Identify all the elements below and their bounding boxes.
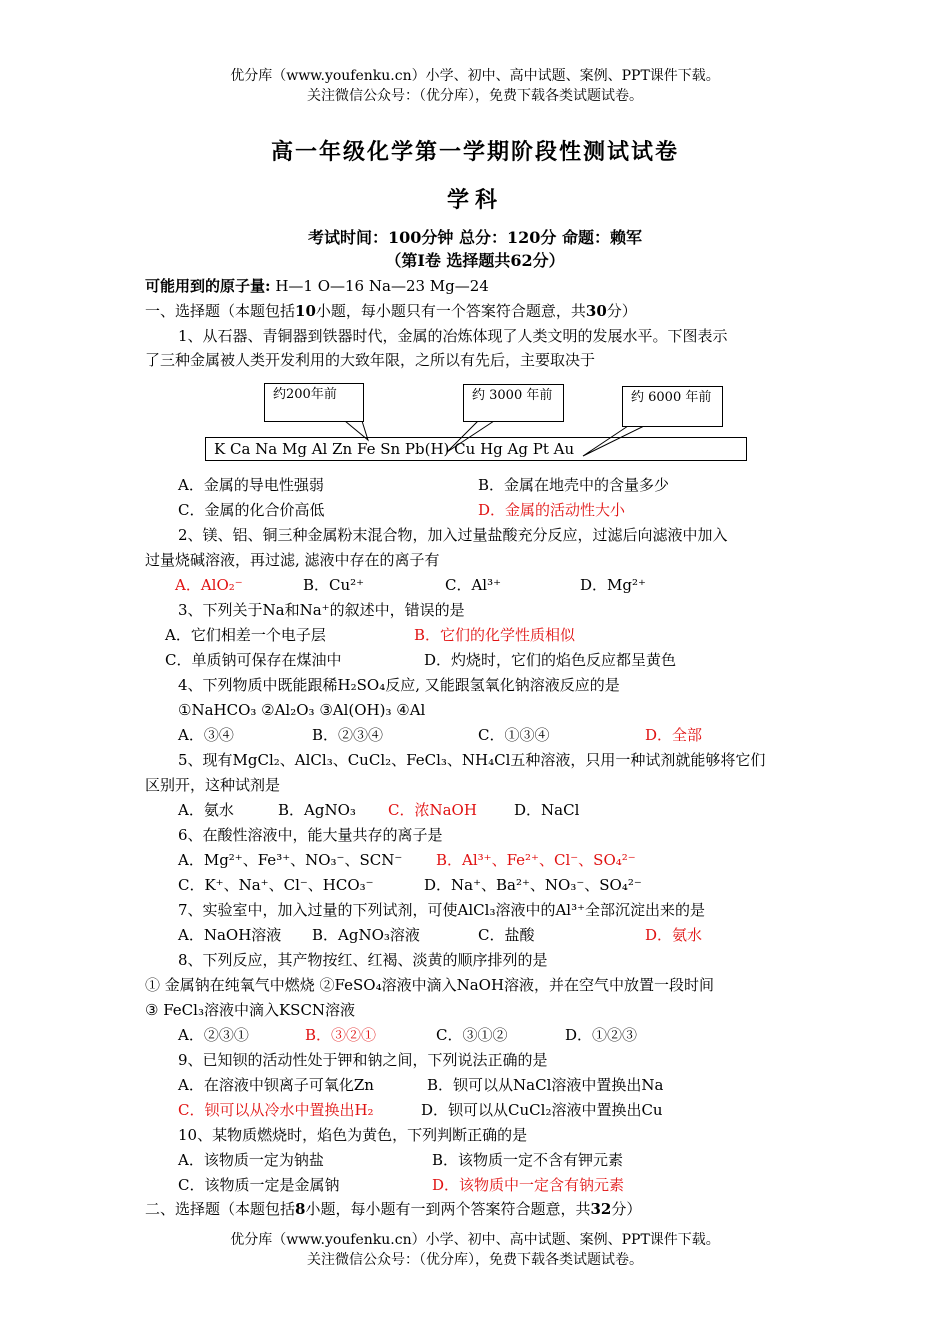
q3-option-b-answer: B．它们的化学性质相似 [414,626,576,644]
q10-stem: 10、某物质燃烧时，焰色为黄色，下列判断正确的是 [178,1126,528,1144]
q9-option-c-answer: C．钡可以从冷水中置换出H₂ [178,1101,374,1119]
q6-option-b-answer: B．Al³⁺、Fe²⁺、Cl⁻、SO₄²⁻ [436,851,636,869]
q4-option-c: C．①③④ [478,726,550,744]
q5-option-b: B．AgNO₃ [278,801,356,819]
q6-stem: 6、在酸性溶液中，能大量共存的离子是 [178,826,443,844]
q5-stem-2: 区别开，这种试剂是 [145,776,281,794]
part1-heading: （第I卷 选择题共62分） [385,251,565,270]
q6-option-d: D．Na⁺、Ba²⁺、NO₃⁻、SO₄²⁻ [424,876,642,894]
q3-option-c: C．单质钠可保存在煤油中 [165,651,342,669]
callout-6000-years: 约 6000 年前 [622,386,723,427]
q9-stem: 9、已知钡的活动性处于钾和钠之间，下列说法正确的是 [178,1051,548,1069]
q4-stem: 4、下列物质中既能跟稀H₂SO₄反应, 又能跟氢氧化钠溶液反应的是 [178,676,620,694]
q1-stem-2: 了三种金属被人类开发利用的大致年限，之所以有先后，主要取决于 [145,351,596,369]
q3-option-d: D．灼烧时，它们的焰色反应都呈黄色 [424,651,677,669]
q4-items: ①NaHCO₃ ②Al₂O₃ ③Al(OH)₃ ④Al [178,701,426,719]
q7-stem: 7、实验室中，加入过量的下列试剂，可使AlCl₃溶液中的Al³⁺全部沉淀出来的是 [178,901,706,919]
q5-stem-1: 5、现有MgCl₂、AlCl₃、CuCl₂、FeCl₃、NH₄Cl五种溶液，只用一种试剂就能够将它们 [178,751,766,769]
q7-option-d-answer: D．氨水 [645,926,703,944]
q10-option-d-answer: D．该物质中一定含有钠元素 [432,1176,625,1194]
q8-option-c: C．③①② [436,1026,508,1044]
q8-option-a: A．②③① [178,1026,249,1044]
q1-option-c: C．金属的化合价高低 [178,501,325,519]
q2-stem-1: 2、镁、铝、铜三种金属粉末混合物，加入过量盐酸充分反应，过滤后向滤液中加入 [178,526,728,544]
q5-option-a: A．氨水 [178,801,234,819]
q1-option-d-answer: D．金属的活动性大小 [478,501,626,519]
q8-item-line-1: ① 金属钠在纯氧气中燃烧 ②FeSO₄溶液中滴入NaOH溶液，并在空气中放置一段时间 [145,976,715,994]
q8-option-d: D．①②③ [565,1026,638,1044]
footer-line-2: 关注微信公众号：（优分库），免费下载各类试题试卷。 [307,1252,643,1268]
section1-heading: 一、选择题（本题包括10小题，每小题只有一个答案符合题意，共30分） [145,302,637,320]
header-line-1: 优分库（www.youfenku.cn）小学、初中、高中试题、案例、PPT课件下载。 [230,68,720,84]
metal-activity-series: K Ca Na Mg Al Zn Fe Sn Pb(H) Cu Hg Ag Pt Au [205,437,747,461]
q7-option-c: C．盐酸 [478,926,535,944]
subject-title: 学科 [446,187,503,213]
q10-option-a: A．该物质一定为钠盐 [178,1151,324,1169]
q7-option-a: A．NaOH溶液 [178,926,282,944]
q10-option-c: C．该物质一定是金属钠 [178,1176,340,1194]
header-line-2: 关注微信公众号：（优分库），免费下载各类试题试卷。 [307,88,643,104]
q2-option-d: D．Mg²⁺ [580,576,646,594]
q4-option-a: A．③④ [178,726,234,744]
q7-option-b: B．AgNO₃溶液 [312,926,420,944]
q5-option-c-answer: C．浓NaOH [388,801,477,819]
q4-option-b: B．②③④ [312,726,384,744]
q1-option-b: B．金属在地壳中的含量多少 [478,476,670,494]
q8-stem: 8、下列反应，其产物按红、红褐、淡黄的顺序排列的是 [178,951,548,969]
q8-option-b-answer: B．③②① [305,1026,377,1044]
q6-option-c: C．K⁺、Na⁺、Cl⁻、HCO₃⁻ [178,876,374,894]
q5-option-d: D．NaCl [514,801,580,819]
atomic-mass-values: H—1 O—16 Na—23 Mg—24 [275,277,489,295]
q2-stem-2: 过量烧碱溶液，再过滤, 滤液中存在的离子有 [145,551,440,569]
exam-info: 考试时间：100分钟 总分：120分 命题：赖军 [308,228,642,247]
section2-heading: 二、选择题（本题包括8小题，每小题有一到两个答案符合题意，共32分） [145,1200,642,1218]
footer-line-1: 优分库（www.youfenku.cn）小学、初中、高中试题、案例、PPT课件下载。 [230,1232,720,1248]
callout-200-years: 约200年前 [264,383,364,422]
callout-3000-years: 约 3000 年前 [463,384,564,422]
q3-option-a: A．它们相差一个电子层 [165,626,326,644]
q2-option-b: B．Cu²⁺ [303,576,365,594]
q9-option-a: A．在溶液中钡离子可氧化Zn [178,1076,374,1094]
q3-stem: 3、下列关于Na和Na⁺的叙述中，错误的是 [178,601,465,619]
q4-option-d-answer: D．全部 [645,726,703,744]
q2-option-a-answer: A．AlO₂⁻ [175,576,243,594]
q9-option-b: B．钡可以从NaCl溶液中置换出Na [427,1076,664,1094]
q1-option-a: A．金属的导电性强弱 [178,476,324,494]
atomic-mass-label: 可能用到的原子量: [145,277,271,295]
q1-stem-1: 1、从石器、青铜器到铁器时代，金属的冶炼体现了人类文明的发展水平。下图表示 [178,327,728,345]
q8-item-line-2: ③ FeCl₃溶液中滴入KSCN溶液 [145,1001,356,1019]
q10-option-b: B．该物质一定不含有钾元素 [432,1151,624,1169]
q6-option-a: A．Mg²⁺、Fe³⁺、NO₃⁻、SCN⁻ [178,851,403,869]
q2-option-c: C．Al³⁺ [445,576,502,594]
page-title: 高一年级化学第一学期阶段性测试试卷 [270,139,679,165]
q9-option-d: D．钡可以从CuCl₂溶液中置换出Cu [421,1101,663,1119]
